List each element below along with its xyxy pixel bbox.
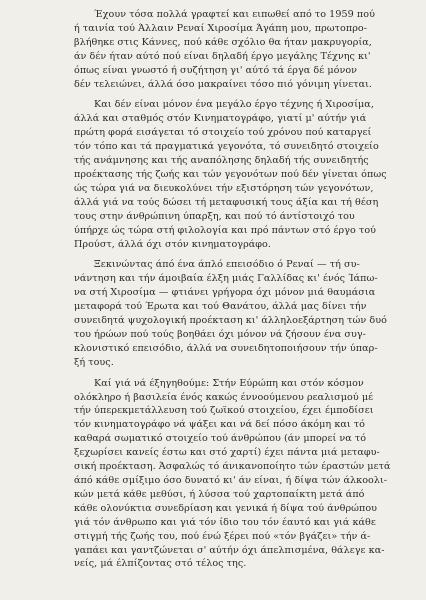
text-line: μεταφορά τού Έρωτα και τού Θανάτου, άλλά μας δίνει τήν (74, 301, 367, 313)
paragraph-2 (74, 98, 404, 251)
text-line: στιγμή τής ζωής του, πού ένώ ξέρει πού «τόν βγάζει» τήν ά- (74, 530, 371, 542)
text-line: τόν κινηματογράφο νά ψάξει και νά δεί πόσο άκόμη και τό (74, 419, 365, 431)
text-line: άλλά και σταθμός στόν Κινηματογράφο, γιατί μ' αύτήν γιά (74, 113, 367, 125)
text-line: κών μετά κάθε μεθύσι, ή λύσσα τού χαρτοπαίκτη μετά άπό (74, 488, 365, 500)
text-line: κάθε ολονύκτια συνεδρίαση και γενικά ή δίψα τού άνθρώπου (74, 502, 378, 514)
text-line: ξεχωρίσει κανείς έστω και στό χαρτί) έχει πάντα μιά μεταφυ- (74, 447, 380, 459)
text-line: τής ανάμνησης και τής αναπόλησης δηλαδή τής συνειδητής (74, 155, 369, 167)
text-line: Ξεκινώντας άπό ένα άπλό επεισόδιο ό Ρεναί — τή συ- (94, 259, 360, 271)
text-line: γαπάει και γαντζώνεται σ' αύτήν όχι άπελπισμένα, θάλεγε κα- (74, 544, 385, 556)
text-line: σική προέκταση. Άσφαλώς τό άνικανοποίητο τών έραστών μετά (74, 461, 391, 473)
text-line: ύπήρχε ώς τώρα στή φιλολογία και πρό πάντων στό έργο τού (74, 224, 377, 236)
text-line: βλήθηκε στις Κάννες, πού κάθε σχόλιο θα ήταν μακρυγορία, (74, 36, 372, 48)
text-line: κλονιστικό επεισόδιο, άλλά να συνειδητοποιήσουν τήν ύπαρ- (74, 342, 378, 354)
text-line: δέν τελειώνει, άλλά όσο μακραίνει τόσο πιό γόνιμη γίνεται. (74, 78, 373, 90)
paragraph-1 (74, 8, 404, 91)
text-line: Καί γιά νά έξηγηθούμε: Στήν Εύρώπη και στόν κόσμον (94, 377, 364, 389)
text-line: τόν τόπο και τά πραγματικά γεγονότα, τό συνειδητό στοιχείο (74, 141, 379, 153)
text-line: Έχουν τόσα πολλά γραφτεί και ειπωθεί από το 1959 πού (94, 9, 375, 20)
text-line: Προύστ, άλλά όχι στόν κινηματογράφο. (74, 238, 271, 250)
text-line: άλλά γιά να τούς δώσει τή μεταφυσική τους άξία και τή θέση (74, 196, 379, 208)
text-line: τους στην άνθρώπινη ύπαρξη, και πού τό άντίστοιχό του (74, 210, 355, 222)
text-line: όπως είναι γνωστό ή συζήτηση γι' αύτό τά έργα δέ μόνον (74, 64, 358, 76)
text-line: άν δέν ήταν αύτό πού είναι δηλαδή έργο μεγάλης Τέχνης κι' (74, 50, 371, 62)
text-line: γιά τόν άνθρωπο και γιά τόν ίδιο του τόν έαυτό και γιά κάθε (74, 516, 376, 528)
text-line: ολόκληρο ή βασιλεία ένός κακώς έννοούμενου ρεαλισμού μέ (74, 391, 374, 403)
text-line: νείς, μά έλπίζοντας στό τέλος της. (74, 558, 247, 570)
paragraph-3 (74, 258, 404, 369)
text-line: πρώτη φορά εισάγεται τό στοιχείο τού χρόνου πού καταργεί (74, 127, 372, 139)
text-line: ή ταινία τού Άλλαιν Ρεναί Χιροσίμα Άγάπη μου, πρωτοπρο- (74, 22, 368, 34)
text-line: να στή Χιροσίμα — φτιάνει γρήγορα όχι μόνον μιά θαυμάσια (74, 287, 376, 299)
text-line: άπό κάθε σμίξιμο όσο δυνατό κι' άν είναι, ή δίψα τών άλκοολι- (74, 475, 388, 486)
text-line: ξή τους. (74, 356, 114, 368)
paragraph-4 (74, 377, 404, 572)
text-line: προέκτασης τής ζωής και τών γεγονότων πού δέν γίνεται όπως (74, 168, 387, 180)
text-line: τήν ύπερεκμετάλλευση τού ζωϊκού στοιχείου, έχει έμποδίσει (74, 405, 374, 417)
text-line: νάντηση και τήν άμοιβαία έλξη μιάς Γαλλίδας κι' ένός Ίάπω- (74, 273, 378, 285)
text-line: συνειδητά ψυχολογική προέκταση κι' άλληλοεξάρτηση τών δυό (74, 315, 387, 327)
text-line: καθαρά σωματικό στοιχείο τού άνθρώπου (άν μπορεί να τό (74, 433, 367, 445)
text-line: Και δέν είναι μόνον ένα μεγάλο έργο τέχνης ή Χιροσίμα, (94, 99, 374, 111)
text-line: ώς τώρα γιά να διευκολύνει τήν εξιστόρηση τών γεγονότων, (74, 182, 374, 194)
text-line: του ήρώων πού τούς βοηθάει όχι μόνον νά ζήσουν ένα συγ- (74, 328, 366, 340)
